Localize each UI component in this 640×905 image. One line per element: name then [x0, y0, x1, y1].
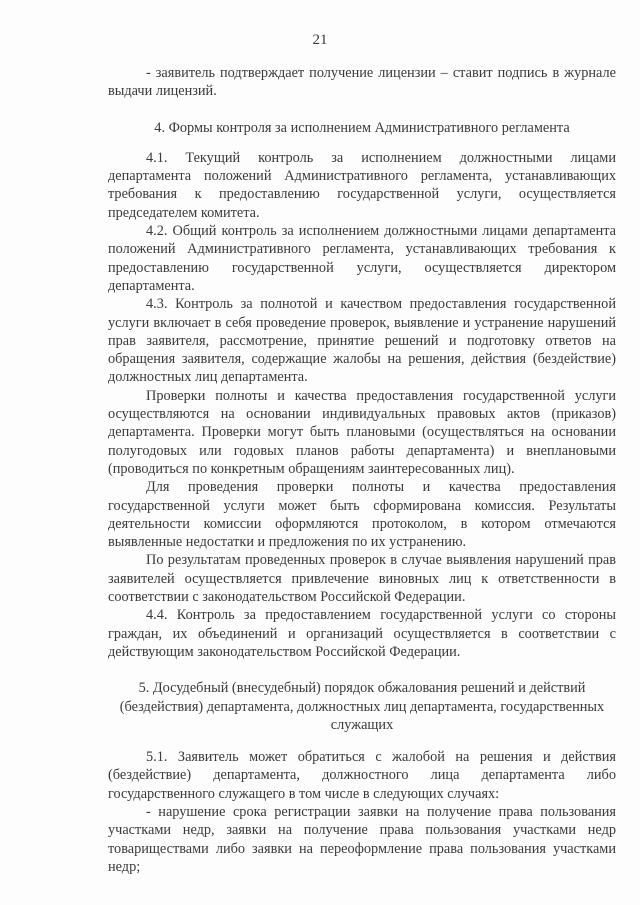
paragraph: 4.2. Общий контроль за исполнением должностными лицами департамента положений Административного регламента, устанавливающих требования к предоставлению государственной услуги, осуществляется директором департамента.: [108, 223, 616, 294]
paragraph: 4.4. Контроль за предоставлением государственной услуги со стороны граждан, их объединений и организаций осуществляется в соответствии с действующим законодательством Российской Федерации.: [108, 607, 616, 660]
paragraph: 4.3. Контроль за полнотой и качеством предоставления государственной услуги включает в себя проведение проверок, выявление и устранение нарушений прав заявителя, рассмотрение, принятие решений и подготовку ответов на обращения заявителя, содержащие жалобы на решения, действия (бездействие) должностных лиц департамента.: [108, 296, 616, 386]
page-number: 21: [312, 32, 328, 48]
paragraph: - нарушение срока регистрации заявки на получение права пользования участками недр, заявки на получение права пользования участками недр товариществами либо заявки на переоформление права пользования участками недр;: [108, 803, 616, 875]
section-heading-5: 5. Досудебный (внесудебный) порядок обжалования решений и действий (бездействия) департамента, должностных лиц департамента, государственных служащих: [119, 680, 605, 733]
section-heading-4: 4. Формы контроля за исполнением Административного регламента: [154, 119, 570, 136]
paragraph: Проверки полноты и качества предоставления государственной услуги осуществляются на основании индивидуальных правовых актов (приказов) департамента. Проверки могут быть плановыми (осуществляться на основании полугодовых или годовых планов работы департамента) и внеплановыми (проводиться по конкретным обращениям заинтересованных лиц).: [108, 387, 616, 477]
document-body: [108, 64, 616, 876]
paragraph: По результатам проведенных проверок в случае выявления нарушений прав заявителей осуществляется привлечение виновных лиц к ответственности в соответствии с законодательством Российской Федерации.: [108, 552, 616, 606]
paragraph: 5.1. Заявитель может обратиться с жалобой на решения и действия (бездействие) департамента, должностного лица департамента либо государственного служащего в том числе в следующих случаях:: [108, 749, 616, 802]
paragraph: 4.1. Текущий контроль за исполнением должностными лицами департамента положений Административного регламента, устанавливающих требования к предоставлению государственной услуги, осуществляется председателем комитета.: [108, 149, 616, 221]
paragraph: Для проведения проверки полноты и качества предоставления государственной услуги может быть сформирована комиссия. Результаты деятельности комиссии оформляются протоколом, в котором отмечаются выявленные недостатки и предложения по их устранению.: [108, 479, 616, 551]
paragraph: - заявитель подтверждает получение лицензии – ставит подпись в журнале выдачи лицензий.: [108, 65, 616, 100]
